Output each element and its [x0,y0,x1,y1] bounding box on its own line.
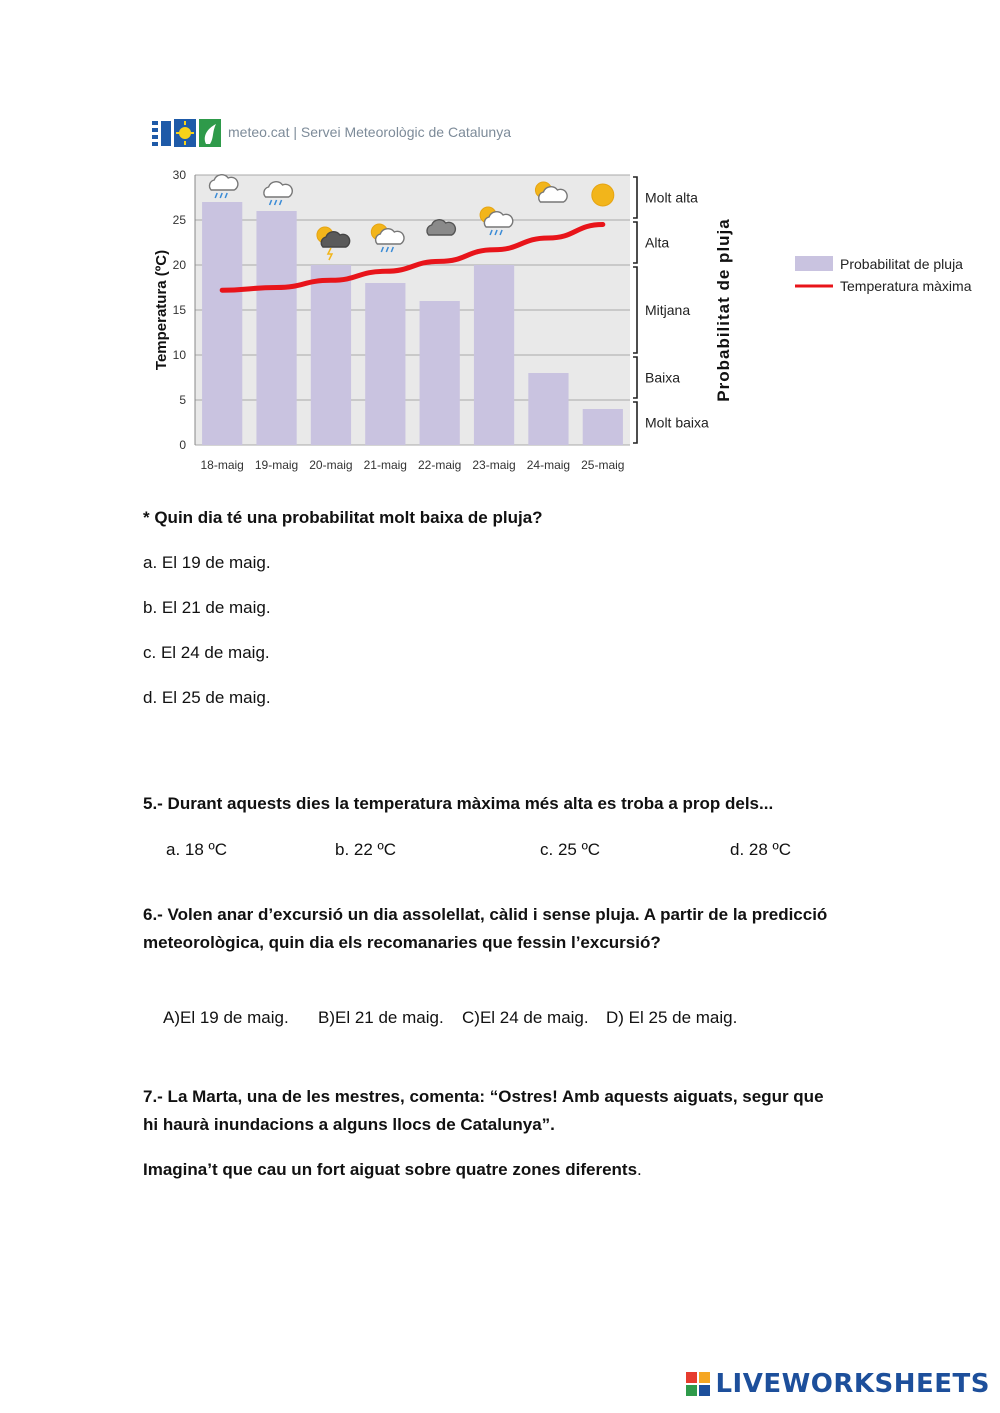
question-4-option-b[interactable]: b. El 21 de maig. [143,598,271,617]
question-5-option-d[interactable]: d. 28 ºC [730,840,792,859]
rain-band-molt-alta [633,177,698,218]
bar-21-maig [365,283,405,445]
question-4-option-a[interactable]: a. El 19 de maig. [143,553,271,572]
y-tick-label: 15 [172,303,186,317]
question-6-option-a[interactable]: A)El 19 de maig. [163,1008,289,1027]
question-7-instruction-period: . [637,1160,642,1179]
x-tick-label: 21-maig [363,458,407,472]
legend-swatch-bar [795,256,833,271]
y-tick-label: 30 [172,168,186,182]
x-tick-label: 23-maig [472,458,516,472]
liveworksheets-logo [685,1369,990,1399]
legend-item-rain-probability [795,256,963,272]
meteocat-logo-icon [150,118,224,148]
x-tick-label: 20-maig [309,458,353,472]
y-tick-label: 20 [172,258,186,272]
rain-band-label: Alta [645,234,670,251]
y-tick-label: 0 [179,438,186,452]
legend-label: Probabilitat de pluja [840,256,963,272]
question-5-option-b[interactable]: b. 22 ºC [335,840,397,859]
y-tick-label: 25 [172,213,186,227]
question-6-option-d[interactable]: D) El 25 de maig. [606,1008,738,1027]
question-7-prompt-line-1: 7.- La Marta, una de les mestres, comenta: “Ostres! Amb aquests aiguats, segur que [143,1087,824,1106]
y-tick-label: 5 [179,393,186,407]
question-6-prompt-line-1: 6.- Volen anar d’excursió un dia assolellat, càlid i sense pluja. A partir de la predicció [143,905,828,924]
question-7-instruction-text: Imagina’t que cau un fort aiguat sobre quatre zones diferents [143,1160,638,1179]
liveworksheets-brand-text: LIVEWORKSHEETS [715,1369,990,1399]
rain-band-alta [633,222,669,263]
rain-band-label: Molt alta [645,189,698,206]
x-tick-label: 25-maig [581,458,625,472]
question-4-prompt: * Quin dia té una probabilitat molt baixa de pluja? [143,508,543,527]
weather-chart [140,160,1000,490]
meteocat-logo [150,118,224,148]
legend-label: Temperatura màxima [840,278,972,294]
rain-band-label: Mitjana [645,302,691,318]
question-6-option-b[interactable]: B)El 21 de maig. [318,1008,444,1027]
rain-band-label: Molt baixa [645,414,709,431]
x-tick-label: 24-maig [526,458,571,472]
bar-22-maig [420,301,460,445]
rain-band-mitjana [633,267,690,353]
bar-24-maig [528,373,568,445]
bar-25-maig [583,409,623,445]
question-5-prompt: 5.- Durant aquests dies la temperatura màxima més alta es troba a prop dels... [143,794,774,813]
question-4-option-d[interactable]: d. El 25 de maig. [143,688,271,707]
sun-icon [592,184,614,206]
y-axis-title: Temperatura (ºC) [153,249,170,371]
x-tick-label: 18-maig [200,458,244,472]
question-5-option-c[interactable]: c. 25 ºC [540,840,601,859]
x-tick-label: 22-maig [418,458,462,472]
bar-20-maig [311,265,351,445]
rain-band-molt-baixa [633,402,709,443]
liveworksheets-logo-icon [685,1371,711,1397]
rain-band-baixa [633,357,680,398]
question-6-prompt-line-2: meteorològica, quin dia els recomanaries que fessin l’excursió? [143,933,661,952]
meteocat-header-text: meteo.cat | Servei Meteorològic de Catalunya [228,124,512,140]
bar-18-maig [202,202,242,445]
question-5-option-a[interactable]: a. 18 ºC [166,840,228,859]
y-axis-right-title: Probabilitat de pluja [714,218,733,402]
question-7-instruction [143,1160,642,1180]
question-7-prompt-line-2: hi haurà inundacions a alguns llocs de Catalunya”. [143,1115,555,1134]
rain-band-label: Baixa [645,369,681,386]
bar-23-maig [474,265,514,445]
question-4-option-c[interactable]: c. El 24 de maig. [143,643,270,662]
legend-item-max-temperature [795,278,972,294]
bar-19-maig [256,211,296,445]
question-6-option-c[interactable]: C)El 24 de maig. [462,1008,589,1027]
y-tick-label: 10 [172,348,186,362]
x-tick-label: 19-maig [254,458,299,472]
